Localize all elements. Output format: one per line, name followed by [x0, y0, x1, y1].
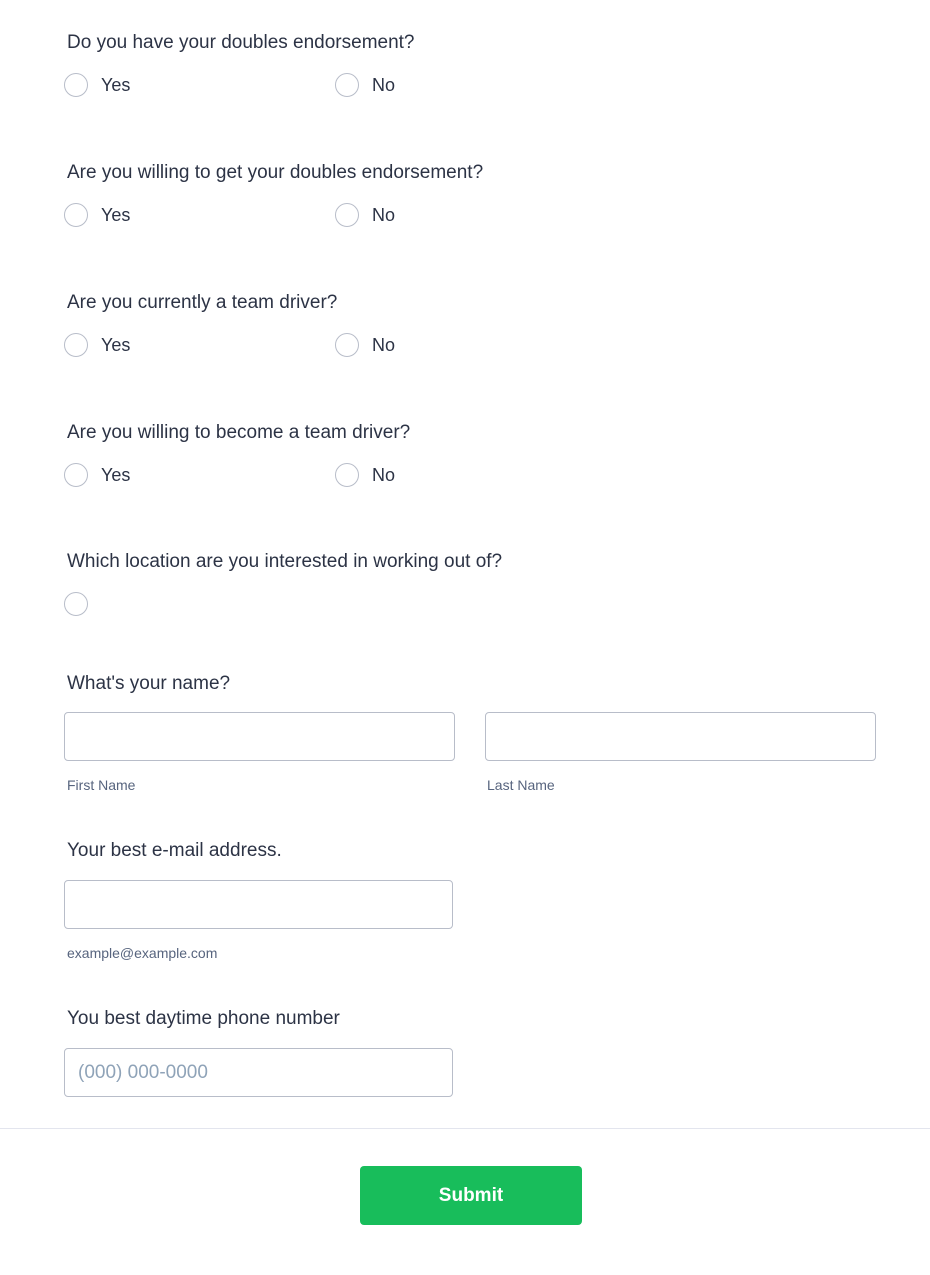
- first-name-input[interactable]: [64, 712, 455, 761]
- first-name-sublabel: First Name: [67, 777, 136, 793]
- last-name-sublabel: Last Name: [487, 777, 555, 793]
- question-label: Are you currently a team driver?: [67, 292, 338, 313]
- radio-yes-label[interactable]: Yes: [101, 465, 131, 485]
- email-input[interactable]: [64, 880, 453, 929]
- name-question-label: What's your name?: [67, 673, 231, 694]
- question-label: Are you willing to become a team driver?: [67, 422, 411, 443]
- phone-input[interactable]: [64, 1048, 453, 1097]
- question-label: Do you have your doubles endorsement?: [67, 32, 415, 53]
- last-name-input[interactable]: [485, 712, 876, 761]
- email-sublabel: example@example.com: [67, 945, 218, 961]
- radio-yes[interactable]: [64, 203, 88, 227]
- radio-no-label[interactable]: No: [372, 205, 396, 225]
- phone-question-label: You best daytime phone number: [67, 1008, 340, 1029]
- radio-yes-label[interactable]: Yes: [101, 205, 131, 225]
- radio-no[interactable]: [335, 463, 359, 487]
- radio-yes[interactable]: [64, 463, 88, 487]
- radio-no[interactable]: [335, 333, 359, 357]
- location-question-label: Which location are you interested in working out of?: [67, 551, 503, 572]
- question-label: Are you willing to get your doubles endorsement?: [67, 162, 484, 183]
- location-radio[interactable]: [64, 592, 88, 616]
- radio-yes[interactable]: [64, 333, 88, 357]
- email-question-label: Your best e-mail address.: [67, 840, 282, 861]
- radio-yes-label[interactable]: Yes: [101, 335, 131, 355]
- radio-yes[interactable]: [64, 73, 88, 97]
- radio-no[interactable]: [335, 203, 359, 227]
- divider: [0, 1128, 930, 1129]
- radio-no-label[interactable]: No: [372, 465, 396, 485]
- radio-yes-label[interactable]: Yes: [101, 75, 131, 95]
- radio-no-label[interactable]: No: [372, 335, 396, 355]
- radio-no-label[interactable]: No: [372, 75, 396, 95]
- radio-no[interactable]: [335, 73, 359, 97]
- submit-button[interactable]: Submit: [360, 1166, 582, 1225]
